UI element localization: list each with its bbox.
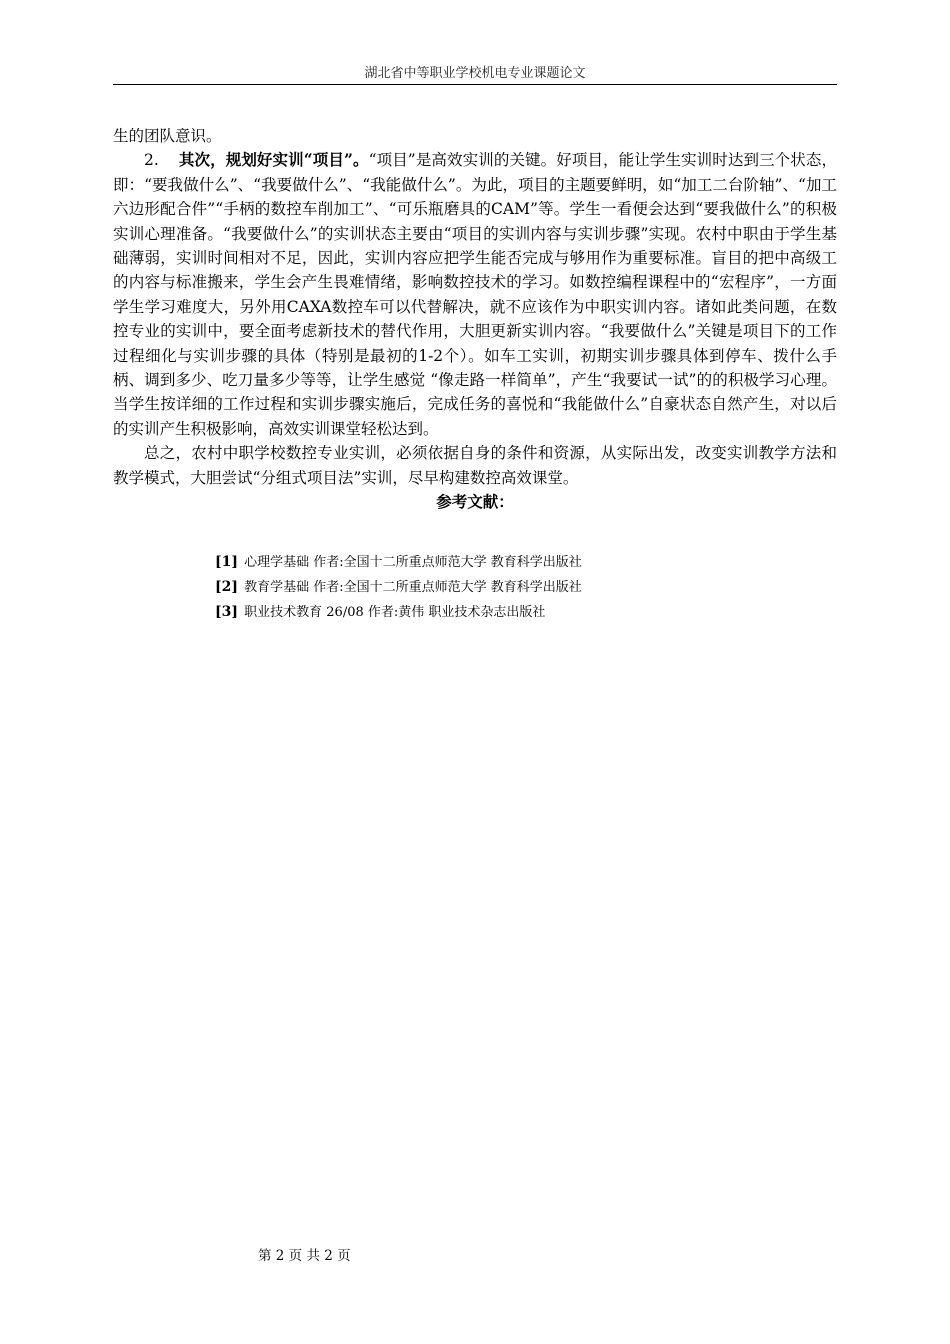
references-title: 参考文献： bbox=[436, 492, 514, 512]
reference-number: [3] bbox=[215, 604, 238, 620]
reference-number: [1] bbox=[215, 554, 238, 570]
page-footer: 第 2 页 共 2 页 bbox=[258, 1248, 351, 1264]
reference-text: 心理学基础 作者:全国十二所重点师范大学 教育科学出版社 bbox=[244, 555, 582, 570]
paragraph-text: “项目”是高效实训的关键。好项目，能让学生实训时达到三个状态，即：“要我做什么”、“我要做什么”、“我能做什么”。为此，项目的主题要鲜明，如“加工二台阶轴”、“加工六边形配合件”“手柄的数控车削加工”、“可乐瓶磨具的CAM”等。学生一看便会达到“要我做什么”的积极实训心理准备。“我要做什么”的实训状态主要由“项目的实训内容与实训步骤”实现。农村中职由于学生基础薄弱，实训时间相对不足，因此，实训内容应把学生能否完成与够用作为重要标准。盲目的把中高级工的内容与标准搬来，学生会产生畏难情绪，影响数控技术的学习。如数控编程课程中的“宏程序”，一方面学生学习难度大，另外用CAXA数控车可以代替解决，就不应该作为中职实训内容。诸如此类问题，在数控专业的实训中，要全面考虑新技术的替代作用，大胆更新实训内容。“我要做什么”关键是项目下的工作过程细化与实训步骤的具体（特别是最初的1-2个）。如车工实训，初期实训步骤具体到停车、拨什么手柄、调到多少、吃刀量多少等等，让学生感觉 “像走路一样简单”，产生“我要试一试”的的积极学习心理。当学生按详细的工作过程和实训步骤实施后，完成任务的喜悦和“我能做什么”自豪状态自然产生，对以后的实训产生积极影响，高效实训课堂轻松达到。 bbox=[113, 151, 837, 438]
list-number: 2. bbox=[144, 151, 159, 170]
reference-text: 职业技术教育 26/08 作者:黄伟 职业技术杂志出版社 bbox=[244, 605, 546, 620]
paragraph-project-planning bbox=[113, 148, 837, 441]
reference-list bbox=[215, 550, 815, 625]
document-body bbox=[113, 124, 837, 515]
header-divider bbox=[113, 84, 837, 85]
reference-item bbox=[215, 575, 815, 600]
paragraph-conclusion: 总之，农村中职学校数控专业实训，必须依据自身的条件和资源，从实际出发，改变实训教学方法和教学模式，大胆尝试“分组式项目法”实训，尽早构建数控高效课堂。 bbox=[113, 444, 837, 487]
reference-item bbox=[215, 600, 815, 625]
reference-text: 教育学基础 作者:全国十二所重点师范大学 教育科学出版社 bbox=[244, 580, 582, 595]
reference-item bbox=[215, 550, 815, 575]
page-header: 湖北省中等职业学校机电专业课题论文 bbox=[364, 66, 586, 81]
paragraph-continuation: 生的团队意识。 bbox=[113, 127, 222, 145]
paragraph-lead-heading: 其次，规划好实训“项目”。 bbox=[178, 150, 369, 170]
reference-number: [2] bbox=[215, 579, 238, 595]
